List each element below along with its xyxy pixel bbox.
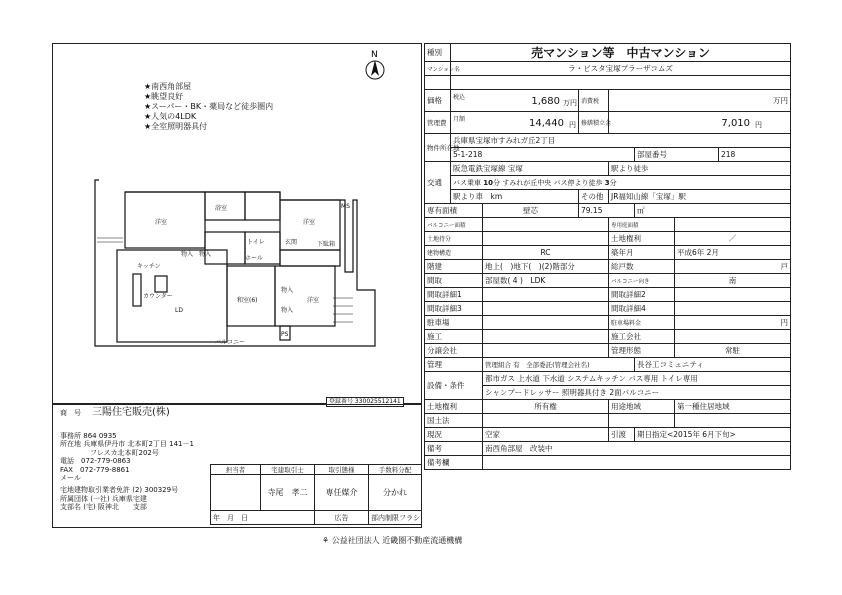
landright-value: 所有権 [483, 400, 609, 414]
fax-label: FAX [60, 465, 73, 474]
room-label: LD [175, 307, 183, 314]
layout-detail-label: 間取詳細4 [609, 302, 675, 316]
branch-label: 支部名 [60, 503, 81, 512]
line2: JR福知山線「宝塚」駅 [609, 190, 791, 204]
area-unit: ㎡ [635, 204, 791, 218]
note-value: 南西角部屋 改装中 [483, 442, 791, 456]
fax: 072-779-8861 [79, 465, 130, 474]
room-no-label: 部屋番号 [635, 148, 719, 162]
fee-value: 14,440 [529, 118, 564, 129]
bus-min: 10 [483, 178, 493, 187]
room-label: 洋室 [303, 219, 316, 226]
status-label: 現況 [425, 428, 483, 442]
private-area-label: 専用庭面積 [609, 218, 675, 232]
builder-license: 宅地建物取引業者免許 (2) 300329号 [60, 486, 179, 495]
room-label: トイレ [247, 239, 265, 246]
feature-item: ★人気の4LDK [144, 112, 197, 121]
tel: 072-779-0863 [81, 457, 131, 466]
feature-list [144, 83, 273, 131]
date-field: 年 月 日 [211, 511, 315, 525]
car-label: 駅より車 [453, 192, 483, 201]
feature-item: ★眺望良好 [144, 92, 184, 101]
balcony-area-label: バルコニー面積 [425, 218, 483, 232]
manage-company: 長谷工コミュニティ [635, 358, 791, 372]
km-unit: km [490, 192, 503, 201]
direction-label: バルコニー向き [609, 274, 675, 288]
feature-item: ★全室照明器具付 [144, 122, 208, 131]
room-label: 物入 [281, 287, 294, 294]
assoc: (一社) 兵庫県宅建 [90, 494, 147, 503]
trade-name: 三陽住宅販売(株) [92, 407, 170, 418]
staff-name: 寺尾 孝二 [261, 475, 315, 511]
layout-label: 間取 [425, 274, 483, 288]
mgmt-value: 常駐 [675, 344, 791, 358]
landright-label: 土地権利 [425, 400, 483, 414]
law-label: 国土法 [425, 414, 483, 428]
floor-plan [95, 178, 385, 360]
equip-line: シャンプードレッサー 照明器具付き 2面バルコニー [483, 386, 791, 400]
manage-label: 管理 [425, 358, 483, 372]
built-value: 平成6年 2月 [675, 246, 791, 260]
fee-label: 管理費 [425, 112, 451, 134]
room-label: 物入 [281, 307, 294, 314]
type-label: 種別 [425, 44, 451, 62]
units-label: 総戸数 [609, 260, 675, 274]
room-label: 玄関 [285, 239, 298, 246]
land-share-label: 土地持分 [425, 232, 483, 246]
room-label: 浴室 [215, 205, 228, 212]
name-value: ラ・ビスタ宝塚プラーザコムズ [451, 62, 791, 76]
trade-label: 商 号 [60, 409, 81, 417]
room-label: 物入 [199, 251, 212, 258]
license-label: 事務所 [60, 432, 81, 440]
staff-header: 取引態様 [315, 465, 369, 475]
price-sub: 税込 [453, 94, 466, 101]
room-label: 洋室 [307, 297, 320, 304]
repair-unit: 円 [755, 121, 763, 129]
room-label: PS [281, 331, 289, 338]
staff-header: 宅建取引士 [261, 465, 315, 475]
feature-item: ★スーパー・BK・薬局など徒歩圏内 [144, 102, 274, 111]
structure-value: RC [483, 246, 609, 260]
tel-label: 電話 [60, 457, 74, 466]
address-label: 所在地 [60, 440, 81, 449]
parking-label: 駐車場 [425, 316, 483, 330]
staff-header: 担当者 [211, 465, 261, 475]
area-value: 79.15 [579, 204, 635, 218]
room-label: 下駄箱 [317, 241, 336, 248]
assoc-label: 所属団体 [60, 494, 88, 503]
area-label: 専有面積 [425, 204, 483, 218]
name-label: マンション名 [425, 62, 451, 76]
other-label: その他 [579, 190, 609, 204]
equip-line: 都市ガス 上水道 下水道 システムキッチン バス専用 トイレ専用 [483, 372, 791, 386]
room-label: カウンター [143, 293, 173, 300]
address-line: 兵庫県伊丹市 北本町2丁目 141－1 [83, 440, 194, 449]
price-value: 1,680 [531, 96, 560, 107]
tax-label: 消費税 [579, 90, 609, 112]
footer-org-text: 公益社団法人 近畿圏不動産流通機構 [331, 536, 463, 545]
staff-header: 手数料分配 [369, 465, 422, 475]
floors-label: 階建 [425, 260, 483, 274]
room-label: MS [341, 203, 350, 210]
line1: 阪急電鉄宝塚線 宝塚 [451, 162, 609, 176]
room-label: バルコニー [215, 339, 246, 346]
org-logo-icon: ⚘ [322, 536, 330, 545]
parking-fee-unit: 円 [675, 316, 791, 330]
price-label: 価格 [425, 90, 451, 112]
usage-value: 第一種住居地域 [675, 400, 791, 414]
compass-label: N [371, 50, 378, 60]
agent-info [60, 432, 194, 512]
fee-sub: 月額 [453, 116, 466, 123]
price-unit: 万円 [563, 99, 577, 107]
license-no: 864 0935 [83, 432, 117, 440]
address-line: フレスカ北本町202号 [90, 448, 159, 457]
layout-value: 部屋数( 4 ) LDK [483, 274, 609, 288]
sale-label: 分譲会社 [425, 344, 483, 358]
delivery-label: 引渡 [609, 428, 635, 442]
room-label: ホール [245, 255, 263, 262]
delivery-value: 期日指定<2015年 6月下旬> [635, 428, 791, 442]
walk-label: 駅より徒歩 [609, 162, 791, 176]
built-label: 築年月 [609, 246, 675, 260]
area-type: 壁芯 [483, 204, 579, 218]
compass-icon [360, 48, 390, 84]
traffic-label: 交通 [425, 162, 451, 204]
location-no: 5-1-218 [451, 148, 635, 162]
usage-label: 用途地域 [609, 400, 675, 414]
layout-detail-label: 間取詳細3 [425, 302, 483, 316]
registration-number: 登録番号 330025512141 [326, 397, 404, 407]
location-label: 物件所在地 [425, 134, 451, 162]
land-rights-value: ／ [675, 232, 791, 246]
repair-value: 7,010 [721, 118, 751, 129]
equip-label: 設備・条件 [425, 372, 483, 400]
room-no: 218 [719, 148, 791, 162]
tax-unit: 万円 [609, 90, 791, 112]
structure-label: 建物構造 [425, 246, 483, 260]
feature-item: ★南西角部屋 [144, 82, 192, 91]
layout-detail-label: 間取詳細1 [425, 288, 483, 302]
builder-label: 施工会社 [609, 330, 675, 344]
units-unit: 戸 [675, 260, 791, 274]
location-value: 兵庫県宝塚市すみれガ丘2丁目 [451, 134, 791, 148]
repair-label: 修繕積立金 [579, 112, 609, 134]
mail-label: メール [60, 474, 81, 483]
bus-walk: 3 [604, 178, 610, 187]
remark-label: 施工 [425, 330, 483, 344]
direction-value: 南 [675, 274, 791, 288]
land-rights-label: 土地権利 [609, 232, 675, 246]
staff-table [210, 464, 422, 525]
fee-unit: 円 [569, 121, 576, 129]
bus-walk-label: バス停より徒歩 [553, 178, 603, 187]
manage-value: 管理組合 有 全部委託(管理会社名) [483, 358, 635, 372]
room-label: キッチン [137, 263, 161, 270]
fee-split: 分かれ [369, 475, 422, 511]
branch: (宅) 阪神北 支部 [83, 503, 147, 512]
property-sheet: 種別 売マンション等 中古マンション マンション名 ラ・ビスタ宝塚プラーザコムズ 価格 税込 1,680 万円 消費税 万円 管理費 月額 14,440 円 修繕積立金 7,010 円 物件所在地 兵庫県宝塚市すみれガ丘2丁目 5-1-218 部屋番号 218 交通 阪急電鉄宝塚線 宝塚 駅より徒歩 バス乗車 10分 すみれが丘中央 バス停より徒歩 3分 駅より車 km その他 JR福知山線「宝塚」駅 専有面積 壁芯 79.15 ㎡ バルコニー面積 専用庭面積 土地持分 土地権利 ／ 建物構造 RC 築年月 平成6年 2月 階建 地上( )地下( )(2)階部分 総戸数 戸 間取 部屋数( 4 ) LDK バルコニー向き 南 間取詳細1 間取詳細2 間取詳細3 間取詳細4 駐車場 駐車場料金 円 施工 施工会社 分譲会社 管理形態 常駐 管理 管理組合 有 全部委託(管理会社名) 長谷工コミュニティ 設備・条件 都市ガス 上水道 下水道 システムキッチン バス専用 トイレ専用 シャンプードレッサー 照明器具付き 2面バルコニー 土地権利 所有権 用途地域 第一種住居地域 国土法 現況 空家 引渡 期日指定<2015年 6月下旬> 備考 南西角部屋 改装中 備考欄 [424, 43, 791, 470]
status-value: 空家 [483, 428, 609, 442]
mgmt-label: 管理形態 [609, 344, 675, 358]
note-label: 備考 [425, 442, 483, 456]
layout-detail-label: 間取詳細2 [609, 288, 675, 302]
note2-label: 備考欄 [425, 456, 483, 470]
bus-stop: すみれが丘中央 [502, 178, 552, 187]
type-value: 売マンション等 中古マンション [451, 44, 791, 62]
ad-label: 広告 [315, 511, 369, 525]
floors-text: 地上( )地下( )(2)階部分 [483, 260, 609, 274]
footer-org [322, 537, 462, 545]
room-label: 洋室 [155, 219, 168, 226]
transaction-type: 専任媒介 [315, 475, 369, 511]
bus-label: バス乗車 [453, 178, 481, 187]
ad-value: 部内制限フラシ [369, 511, 422, 525]
parking-fee-label: 駐車場料金 [609, 316, 675, 330]
room-label: 物入 [181, 251, 194, 258]
room-label: 和室(6) [237, 297, 258, 304]
